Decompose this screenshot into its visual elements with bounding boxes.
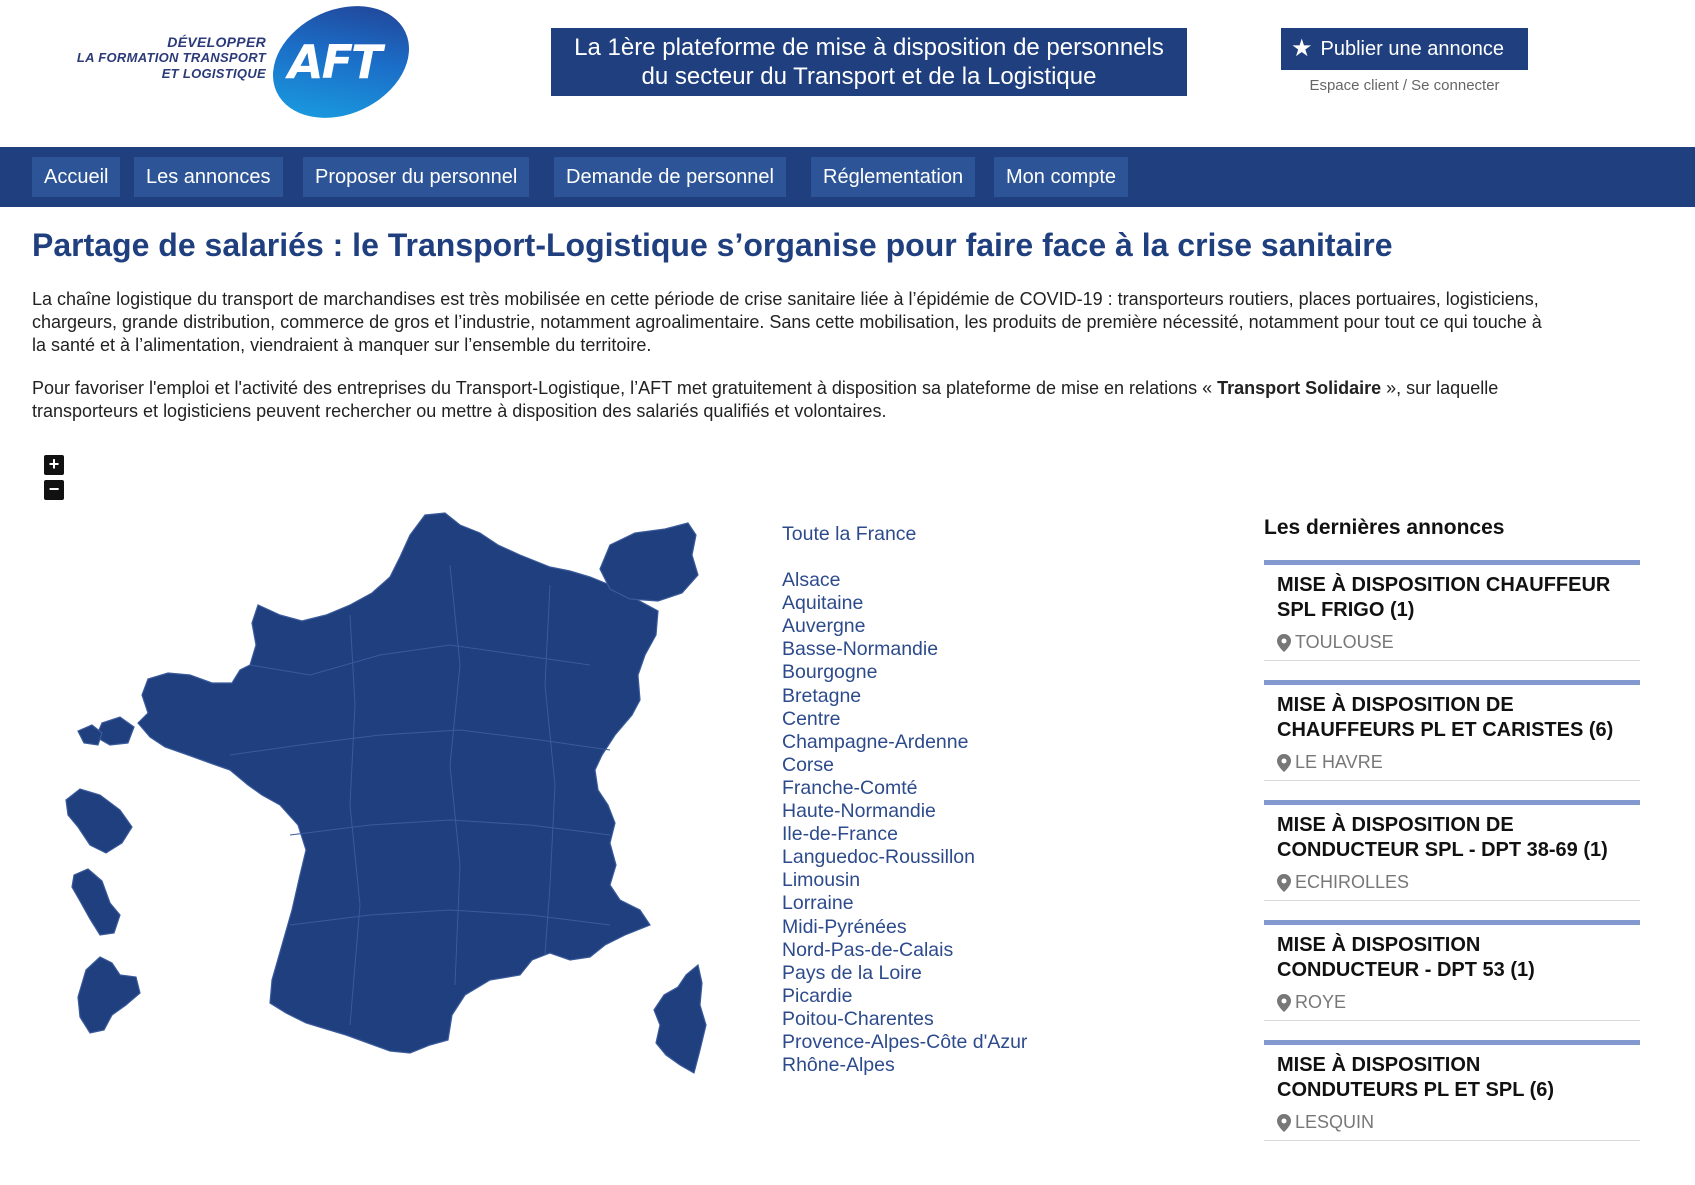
ad-location-text: LESQUIN (1295, 1112, 1375, 1132)
nav-accueil[interactable]: Accueil (32, 157, 120, 197)
ad-location (1264, 983, 1640, 1020)
ad-card[interactable] (1264, 1040, 1640, 1141)
region-item[interactable]: Bourgogne (782, 661, 878, 684)
region-item[interactable]: Languedoc-Roussillon (782, 846, 975, 869)
aft-logo-icon (266, 6, 416, 118)
para2-text-start: Pour favoriser l'emploi et l'activité des entreprises du Transport-Logistique, l’AFT met gratuitement à disposition sa plateforme de mise en relations « (32, 378, 1218, 398)
region-item[interactable]: Alsace (782, 569, 841, 592)
region-item[interactable]: Limousin (782, 869, 861, 892)
ad-title-line-1: MISE À DISPOSITION (1277, 934, 1481, 956)
nav-les-annonces[interactable]: Les annonces (134, 157, 283, 197)
ad-title-line-1: MISE À DISPOSITION (1277, 1054, 1481, 1076)
region-item[interactable]: Midi-Pyrénées (782, 915, 907, 938)
region-item[interactable]: Basse-Normandie (782, 638, 939, 661)
ad-location (1264, 1103, 1640, 1140)
ad-card[interactable] (1264, 560, 1640, 661)
region-item[interactable]: Rhône-Alpes (782, 1054, 895, 1077)
intro-paragraph: La chaîne logistique du transport de marchandises est très mobilisée en cette période de crise sanitaire liée à l’épidémie de COVID-19 : transporteurs routiers, places portuaires, logisticiens, chargeurs, grande distribution, commerce de gros et l’industrie, notamment agroalimentaire. Sans cette mobilisation, les produits de première nécessité, notamment pour tout ce qui touche à la santé et à l’alimentation, viendraient à manquer sur l’ensemble du territoire. (32, 289, 1542, 355)
ad-title-line-2: CHAUFFEURS PL ET CARISTES (6) (1277, 719, 1614, 741)
map-pin-icon (1277, 994, 1291, 1012)
map-guyane (66, 789, 132, 853)
region-item[interactable]: Haute-Normandie (782, 800, 936, 823)
ad-location-text: ROYE (1295, 992, 1347, 1012)
map-pin-icon (1277, 754, 1291, 772)
ad-location (1264, 743, 1640, 780)
logo-line-2: LA FORMATION TRANSPORT (76, 50, 266, 65)
region-item[interactable]: Aquitaine (782, 592, 864, 615)
ad-location-text: TOULOUSE (1295, 632, 1394, 652)
ad-title-line-2: CONDUCTEUR SPL - DPT 38-69 (1) (1277, 839, 1608, 861)
map-martinique (78, 725, 102, 745)
map-guadeloupe (96, 717, 134, 745)
publish-ad-button[interactable] (1281, 28, 1528, 70)
map-mainland (138, 513, 658, 1053)
nav-proposer-du-personnel[interactable]: Proposer du personnel (303, 157, 529, 197)
platform-tagline (551, 28, 1187, 96)
region-item[interactable]: Nord-Pas-de-Calais (782, 938, 954, 961)
map-idf-inset (600, 523, 698, 601)
ad-title (1264, 685, 1640, 743)
map-zoom-out-button[interactable]: − (44, 480, 64, 500)
ad-card[interactable] (1264, 800, 1640, 901)
region-item[interactable]: Provence-Alpes-Côte d'Azur (782, 1030, 1028, 1053)
region-item[interactable]: Ile-de-France (782, 823, 898, 846)
ad-title-line-2: SPL FRIGO (1) (1277, 599, 1415, 621)
latest-ads-heading: Les dernières annonces (1264, 516, 1505, 539)
page-title: Partage de salariés : le Transport-Logistique s’organise pour faire face à la crise sanitaire (32, 227, 1393, 263)
ad-location (1264, 863, 1640, 900)
ad-location-text: ECHIROLLES (1295, 872, 1410, 892)
nav-mon-compte[interactable]: Mon compte (994, 157, 1128, 197)
solidarity-paragraph (32, 377, 1552, 423)
star-icon: ★ (1291, 35, 1313, 62)
map-pin-icon (1277, 874, 1291, 892)
ad-card[interactable] (1264, 680, 1640, 781)
ad-title-line-1: MISE À DISPOSITION DE (1277, 814, 1514, 836)
map-pin-icon (1277, 634, 1291, 652)
ad-title (1264, 1045, 1640, 1103)
region-item[interactable]: Pays de la Loire (782, 961, 922, 984)
ad-card[interactable] (1264, 920, 1640, 1021)
ad-location (1264, 623, 1640, 660)
svg-text:AFT: AFT (288, 35, 381, 89)
region-list (782, 523, 1072, 1077)
map-zoom-in-button[interactable]: + (44, 455, 64, 475)
region-item[interactable]: Auvergne (782, 615, 866, 638)
ad-title-line-1: MISE À DISPOSITION DE (1277, 694, 1514, 716)
tagline-line-1: La 1ère plateforme de mise à disposition de personnels (574, 34, 1164, 61)
region-item[interactable]: Corse (782, 753, 835, 776)
region-item[interactable]: Champagne-Ardenne (782, 730, 969, 753)
map-corse (654, 965, 706, 1073)
logo-line-3: ET LOGISTIQUE (161, 66, 266, 81)
ad-title (1264, 565, 1640, 623)
main-nav (0, 147, 1695, 207)
ad-title-line-1: MISE À DISPOSITION CHAUFFEUR (1277, 574, 1611, 596)
region-item[interactable]: Bretagne (782, 684, 862, 707)
ad-title (1264, 805, 1640, 863)
map-pin-icon (1277, 1114, 1291, 1132)
logo-line-1: DÉVELOPPER (167, 34, 266, 50)
ad-title-line-2: CONDUTEURS PL ET SPL (6) (1277, 1079, 1555, 1101)
transport-solidaire-label: Transport Solidaire (1217, 378, 1382, 398)
region-toute-la-france[interactable]: Toute la France (782, 523, 917, 545)
tagline-line-2: du secteur du Transport et de la Logistique (641, 63, 1097, 90)
region-item[interactable]: Franche-Comté (782, 776, 918, 799)
nav-reglementation[interactable]: Réglementation (811, 157, 975, 197)
ad-location-text: LE HAVRE (1295, 752, 1383, 772)
aft-logo[interactable] (48, 6, 418, 118)
para2-text-end: », sur laquelle transporteurs et logisticiens peuvent rechercher ou mettre à disposition des salariés qualifiés et volontaires. (32, 378, 1499, 421)
ad-title (1264, 925, 1640, 983)
publish-ad-label: Publier une annonce (1320, 37, 1504, 60)
map-reunion (72, 869, 120, 935)
region-item[interactable]: Centre (782, 707, 841, 730)
region-item[interactable]: Poitou-Charentes (782, 1007, 934, 1030)
client-login-link[interactable]: Espace client / Se connecter (1309, 77, 1500, 94)
ad-title-line-2: CONDUCTEUR - DPT 53 (1) (1277, 959, 1535, 981)
region-item[interactable]: Picardie (782, 984, 853, 1007)
region-item[interactable]: Lorraine (782, 892, 854, 915)
logo-tagline (48, 34, 266, 82)
map-mayotte (78, 957, 140, 1033)
france-map[interactable] (50, 505, 760, 1120)
nav-demande-de-personnel[interactable]: Demande de personnel (554, 157, 786, 197)
